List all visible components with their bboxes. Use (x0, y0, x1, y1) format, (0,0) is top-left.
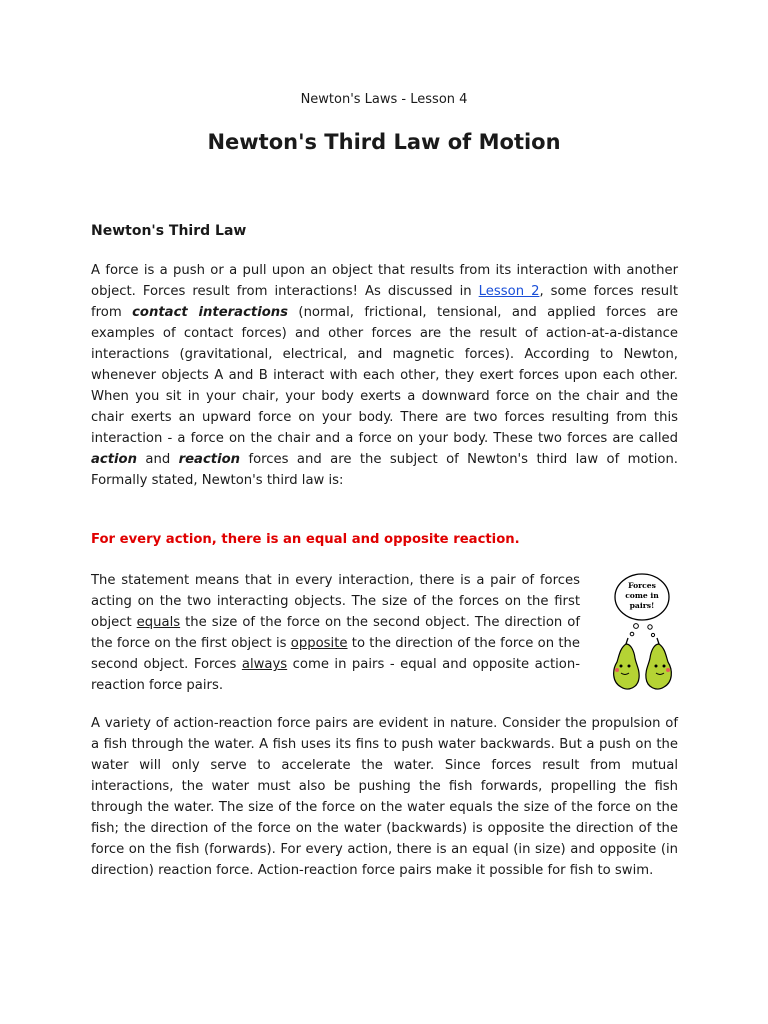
equals-underlined: equals (136, 615, 181, 630)
explanation-text-4: come in pairs - equal and opposite action-reaction force pairs. (91, 657, 580, 693)
intro-text-2: , some forces result from (91, 284, 678, 320)
action-emphasis: action (91, 452, 137, 467)
explanation-text-2: the size of the force on the second object. The direction of the force on the first object is (91, 615, 580, 651)
left-pear-eye (628, 665, 631, 668)
bubble-text-line-3: pairs! (629, 601, 655, 610)
third-law-statement: For every action, there is an equal and opposite reaction. (91, 532, 520, 547)
bubble-text-line-1: Forces (628, 581, 656, 590)
contact-interactions-emphasis: contact interactions (132, 305, 289, 320)
bubble-dot (634, 624, 639, 629)
explanation-paragraph (91, 570, 580, 696)
left-pear-cheek (615, 668, 619, 672)
bubble-dot (651, 633, 654, 636)
opposite-underlined: opposite (290, 636, 348, 651)
intro-text-5: forces and are the subject of Newton's third law of motion. Formally stated, Newton's third law is: (91, 452, 678, 488)
explanation-text-1: The statement means that in every interaction, there is a pair of forces acting on the two interacting objects. The size of the forces on the first object (91, 573, 580, 630)
intro-paragraph (91, 260, 678, 491)
fish-example-paragraph: A variety of action-reaction force pairs are evident in nature. Consider the propulsion of a fish through the water. A fish uses its fins to push water backwards. But a push on the water will only serve to accelerate the water. Since forces result from mutual interactions, the water must also be pushing the fish forwards, propelling the fish through the water. The size of the force on the water equals the size of the force on the fish; the direction of the force on the water (backwards) is opposite the direction of the force on the fish (forwards). For every action, there is an equal (in size) and opposite (in direction) reaction force. Action-reaction force pairs make it possible for fish to swim. (91, 716, 678, 878)
section-heading: Newton's Third Law (91, 223, 247, 239)
right-pear-stem (657, 638, 659, 644)
right-pear-eye (663, 665, 666, 668)
intro-text-4: and (137, 452, 179, 467)
page-title: Newton's Third Law of Motion (207, 130, 561, 154)
lesson-2-link[interactable]: Lesson 2 (478, 284, 540, 299)
reaction-emphasis: reaction (178, 452, 241, 467)
bubble-dot (648, 625, 652, 629)
right-pear-cheek (666, 668, 670, 672)
always-underlined: always (241, 657, 288, 672)
intro-text-3: (normal, frictional, tensional, and applied forces are examples of contact forces) and other forces are the result of action-at-a-distance interactions (gravitational, electrical, and magnetic forces). According to Newton, whenever objects A and B interact with each other, they exert forces upon each other. When you sit in your chair, your body exerts a downward force on the chair and the chair exerts an upward force on your body. There are two forces resulting from this interaction - a force on the chair and a force on your body. These two forces are called (91, 305, 678, 446)
intro-text-1: A force is a push or a pull upon an object that results from its interaction with another object. Forces result from interactions! As discussed in (91, 263, 678, 299)
right-pear-eye (655, 665, 658, 668)
lesson-kicker: Newton's Laws - Lesson 4 (300, 92, 468, 107)
bubble-dot (630, 632, 634, 636)
right-pear (646, 644, 672, 689)
bubble-text-line-2: come in (625, 591, 659, 600)
left-pear (614, 644, 640, 689)
pears-illustration-icon (604, 566, 682, 696)
left-pear-stem (626, 638, 628, 644)
left-pear-eye (620, 665, 623, 668)
explanation-text-3: to the direction of the force on the second object. Forces (91, 636, 581, 672)
